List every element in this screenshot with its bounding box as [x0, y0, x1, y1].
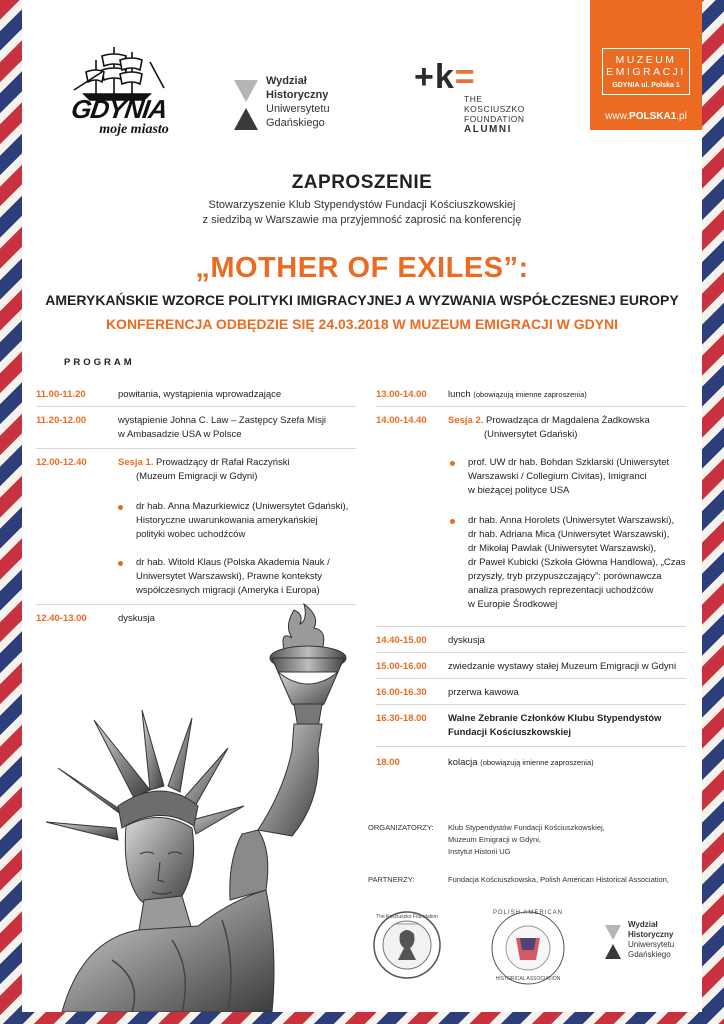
kf-line3: FOUNDATION	[464, 114, 525, 124]
bullet-dot	[118, 561, 123, 566]
divider	[376, 704, 686, 705]
wh-line2: Historyczny	[266, 89, 329, 101]
divider	[376, 652, 686, 653]
wh-line1: Wydział	[266, 75, 307, 87]
partners-list: Fundacja Kościuszkowska, Polish American Historical Association,	[448, 875, 669, 884]
gdynia-tagline: moje miasto	[99, 122, 169, 137]
statue-of-liberty-illustration	[22, 600, 402, 1012]
gdynia-logo	[54, 42, 184, 138]
divider	[376, 626, 686, 627]
bullet-dot	[118, 505, 123, 510]
bullet-dot	[450, 519, 455, 524]
divider	[36, 406, 356, 407]
kf-mark-plus-k: +k	[414, 58, 455, 96]
kf-line4: ALUMNI	[464, 124, 512, 135]
kf-line2: KOSCIUSZKO	[464, 104, 525, 114]
wh-line3: Uniwersytetu	[266, 103, 330, 115]
muzeum-title-1: MUZEUM	[615, 54, 677, 66]
hourglass-icon	[604, 924, 622, 960]
conference-subtitle: AMERYKAŃSKIE WZORCE POLITYKI IMIGRACYJNEJ A WYZWANIA WSPÓŁCZESNEJ EUROPY	[45, 292, 679, 308]
program-label: PROGRAM	[64, 357, 135, 368]
seal2-top-text: POLISH AMERICAN	[492, 910, 563, 916]
divider	[376, 746, 686, 747]
kf-mark-equals: =	[454, 58, 476, 96]
invitation-text: Stowarzyszenie Klub Stypendystów Fundacji Kościuszkowskiej z siedzibą w Warszawie ma przyjemność zaprosić na konferencję	[202, 199, 522, 226]
organizers-list: Klub Stypendystów Fundacji Kościuszkowskiej, Muzeum Emigracji w Gdyni, Instytut Historii UG	[448, 823, 605, 856]
divider	[376, 678, 686, 679]
program-row: 11.20-12.00 wystąpienie Johna C. Law – Zastępcy Szefa Misji w Ambasadzie USA w Polsce	[36, 415, 327, 440]
wh-line4: Gdańskiego	[266, 117, 325, 129]
wydzial-historyczny-footer-logo: Wydział Historyczny Uniwersytetu Gdańskiego	[604, 920, 694, 970]
poster-sheet: GDYNIA moje miasto Wydział Historyczny Uniwersytetu Gdańskiego +k= THE KOSCIUSZKO FOUNDATION ALUMNI MUZEUM EMIGRACJI GDYNIA ul. Polska 1 www.POLSKA1.pl ZAPROSZENIE Stowarzyszenie Klub Stypendystów Fundacji Kościuszkowskiej z siedzibą w Warszawie ma przyjemność zaprosić na konferencję „MOTHER OF EXILES”: AMERYKAŃSKIE WZORCE POLITYKI IMIGRACYJNEJ A WYZWANIA WSPÓŁCZESNEJ EUROPY KONFERENCJA ODBĘDZIE SIĘ 24.03.2018 W MUZEUM EMIGRACJI W GDYNI PROGRAM 11.00-11.20 powitania, wystąpienia wprowadzające 11.20-12.00 wystąpienie Johna C. Law – Zastępcy Szefa Misji w Ambasadzie USA w Polsce 12.00-12.40 Sesja 1. Prowadzący dr Rafał Raczyński (Muzeum Emigracji w Gdyni) dr hab. Anna Mazurkiewicz (Uniwersytet Gdański), Historyczne uwarunkowania amerykańskiej polityki wobec uchodźców dr hab. Witold Klaus (Polska Akademia Nauk / Uniwersytet Warszawski), Prawne konteksty współczesnych migracji (Ameryka i Europa) 12.40-13.00 dyskusja 13.00-14.00 lunch (obowiązują imienne zaproszenia) 14.00-14.40 Sesja 2. Prowadząca dr Magdalena Żadkowska (Uniwersytet Gdański) prof. UW dr hab. Bohdan Szklarski (Uniwersytet Warszawski / Collegium Civitas), Imigranci w bieżącej polityce USA dr hab. Anna Horolets (Uniwersytet Warszawski), dr hab. Adriana Mica (Uniwersytet Warszawski), dr Mikołaj Pawlak (Uniwersytet Warszawski), dr Paweł Kubicki (Szkoła Główna Handlowa), „Czas przyszły, tryb przypuszczający”: porównawcza analiza prasowych reprezentacji uchodźców w Europie Środkowej 14.40-15.00 dyskusja 15.00-16.00 zwiedzanie wystawy stałej Muzeum Emigracji w Gdyni 16.00-16.30 przerwa kawowa 16.30-18.00 Walne Zebranie Członków Klubu Stypendystów Fundacji Kościuszkowskiej 18.00 kolacja (obowiązują imienne zaproszenia) ORGANIZATORZY: Klub Stypendystów Fundacji Kościuszkowskiej, Muzeum Emigracji w Gdyni, Instytut Historii UG PARTNERZY: Fundacja Kościuszkowska, Polish American Historical Association, The Kosciuszko Foundation POLISH AMERICAN HISTORICAL ASSOCIATION Wydział Historyczny Uniwersytetu Gdańskiego	[22, 0, 702, 1012]
program-row: 12.00-12.40 Sesja 1. Prowadzący dr Rafał Raczyński (Muzeum Emigracji w Gdyni)	[36, 457, 290, 482]
conference-date-line: KONFERENCJA ODBĘDZIE SIĘ 24.03.2018 W MUZEUM EMIGRACJI W GDYNI	[105, 316, 619, 332]
divider	[376, 406, 686, 407]
muzeum-address: GDYNIA ul. Polska 1	[612, 82, 680, 89]
muzeum-emigracji-logo	[590, 0, 702, 130]
seal1-caption: The Kosciuszko Foundation	[376, 914, 438, 920]
seal2-bottom-text: HISTORICAL ASSOCIATION	[495, 976, 561, 982]
gdynia-wordmark: GDYNIA	[69, 94, 169, 124]
conference-title: „MOTHER OF EXILES”:	[195, 252, 529, 284]
organizers-label: ORGANIZATORZY:	[368, 823, 434, 832]
hourglass-icon	[232, 78, 260, 132]
muzeum-title-2: EMIGRACJI	[606, 66, 686, 78]
ship-icon	[54, 42, 184, 102]
muzeum-url-link[interactable]: www.POLSKA1.pl	[605, 111, 687, 122]
program-row: 16.30-18.00 Walne Zebranie Członków Klubu Stypendystów Fundacji Kościuszkowskiej	[376, 713, 662, 738]
kosciuszko-foundation-alumni-logo	[414, 60, 544, 140]
program-row: 14.00-14.40 Sesja 2. Prowadząca dr Magdalena Żadkowska (Uniwersytet Gdański)	[376, 415, 650, 440]
bullet-dot	[450, 461, 455, 466]
partners-label: PARTNERZY:	[368, 875, 415, 884]
kosciuszko-foundation-seal	[372, 910, 442, 980]
kf-line1: THE	[464, 94, 483, 104]
wydzial-historyczny-logo	[232, 74, 372, 134]
invitation-heading: ZAPROSZENIE	[291, 172, 433, 193]
divider	[36, 448, 356, 449]
